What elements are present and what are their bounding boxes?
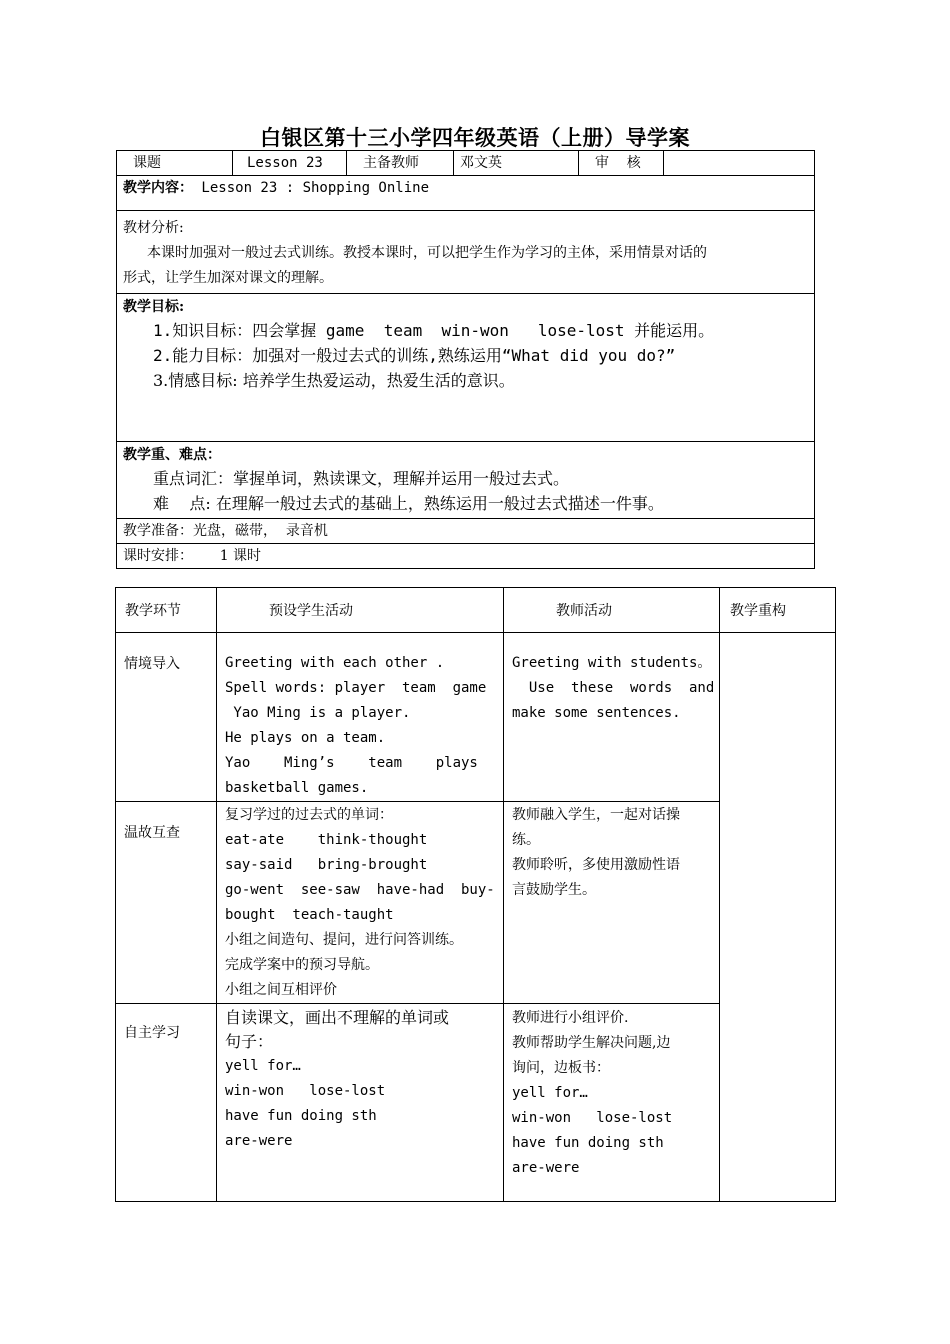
student-line: He plays on a team. (225, 730, 386, 746)
topic-value: Lesson 23 (247, 155, 323, 171)
content-value: Lesson 23 : Shopping Online (193, 180, 430, 196)
topic-cell (233, 151, 347, 176)
stage-cell: 自主学习 (116, 1004, 217, 1202)
process-header-row (116, 588, 836, 633)
analysis-line-1: 本课时加强对一般过去式训练。教授本课时，可以把学生作为学习的主体，采用情景对话的 (147, 245, 707, 261)
teacher-line: 教师融入学生，一起对话操 (512, 807, 680, 823)
teacher-value: 邓文英 (460, 155, 502, 171)
goals-row (117, 294, 815, 442)
teacher-activity-cell (504, 802, 720, 1004)
teacher-line: Use these words and (512, 680, 715, 696)
student-line: Yao Ming’s team plays (225, 755, 478, 771)
key-points-cell (117, 442, 815, 519)
student-line: Spell words: player team game (225, 680, 487, 696)
student-activity-cell (217, 1004, 504, 1202)
student-line: are-were (225, 1133, 293, 1149)
preparation-cell (117, 519, 815, 544)
analysis-row (117, 211, 815, 294)
goal-ability: 2.能力目标：加强对一般过去式的训练,熟练运用“What did you do?” (153, 346, 676, 365)
student-line: 小组之间造句、提问，进行问答训练。 (225, 932, 463, 948)
review-label: 审 核 (595, 155, 641, 171)
teacher-line: 教师帮助学生解决问题,边 (512, 1035, 671, 1051)
student-line: 完成学案中的预习导航。 (225, 957, 379, 973)
key-point-difficulty: 难 点: 在理解一般过去式的基础上，熟练运用一般过去式描述一件事。 (153, 494, 664, 513)
preparation-row (117, 519, 815, 544)
goal-emotion: 3.情感目标: 培养学生热爱运动，热爱生活的意识。 (153, 371, 515, 390)
teacher-line: win-won lose-lost (512, 1110, 673, 1126)
schedule-row (117, 544, 815, 569)
student-line: go-went see-saw have-had buy- (225, 882, 495, 898)
header-stage: 教学环节 (116, 588, 217, 633)
student-line: have fun doing sth (225, 1108, 377, 1124)
reconstruct-cell (720, 633, 836, 1202)
student-line: eat-ate think-thought (225, 832, 428, 848)
key-points-row (117, 442, 815, 519)
topic-label-cell (117, 151, 233, 176)
header-teacher: 教师活动 (504, 588, 720, 633)
analysis-label: 教材分析: (123, 220, 184, 236)
teacher-line: 教师聆听，多使用激励性语 (512, 857, 680, 873)
content-label: 教学内容： (123, 180, 193, 196)
header-reconstruct: 教学重构 (720, 588, 836, 633)
key-points-label: 教学重、难点： (123, 447, 221, 463)
teacher-line: make some sentences. (512, 705, 681, 721)
content-row (117, 176, 815, 211)
teacher-line: Greeting with students。 (512, 655, 712, 671)
page-title: 白银区第十三小学四年级英语（上册）导学案 (260, 126, 690, 150)
student-line: basketball games. (225, 780, 369, 796)
teacher-line: 练。 (512, 832, 540, 848)
review-value-cell (664, 151, 815, 176)
topic-label: 课题 (133, 155, 161, 171)
teaching-process-table (115, 587, 836, 1202)
teacher-activity-cell (504, 1004, 720, 1202)
student-line: bought teach-taught (225, 907, 394, 923)
lesson-info-table (116, 150, 815, 569)
goals-label: 教学目标: (123, 299, 185, 315)
student-line: 复习学过的过去式的单词： (225, 807, 393, 823)
goal-knowledge: 1.知识目标：四会掌握 game team win-won lose-lost 并能运用。 (153, 321, 715, 340)
student-line: win-won lose-lost (225, 1083, 386, 1099)
student-line: yell for… (225, 1058, 301, 1074)
content-cell (117, 176, 815, 211)
analysis-line-2: 形式，让学生加深对课文的理解。 (123, 270, 333, 286)
teacher-cell (454, 151, 579, 176)
stage-cell: 温故互查 (116, 802, 217, 1004)
review-label-cell (579, 151, 664, 176)
process-row-1 (116, 633, 836, 802)
header-student: 预设学生活动 (217, 588, 504, 633)
teacher-label-cell (347, 151, 454, 176)
student-line: Greeting with each other . (225, 655, 445, 671)
teacher-line: are-were (512, 1160, 580, 1176)
stage-cell: 情境导入 (116, 633, 217, 802)
student-line: 句子： (225, 1032, 274, 1051)
schedule-text: 课时安排： 1 课时 (123, 548, 262, 564)
teacher-line: have fun doing sth (512, 1135, 664, 1151)
preparation-text: 教学准备：光盘，磁带， 录音机 (123, 523, 328, 539)
teacher-line: 教师进行小组评价. (512, 1010, 629, 1026)
student-line: 小组之间互相评价 (225, 982, 337, 998)
teacher-line: yell for… (512, 1085, 588, 1101)
teacher-line: 言鼓励学生。 (512, 882, 596, 898)
student-line: 自读课文，画出不理解的单词或 (225, 1008, 450, 1027)
goals-cell (117, 294, 815, 442)
teacher-line: 询问，边板书： (512, 1060, 610, 1076)
student-activity-cell (217, 802, 504, 1004)
teacher-label: 主备教师 (363, 155, 419, 171)
student-activity-cell (217, 633, 504, 802)
analysis-cell (117, 211, 815, 294)
teacher-activity-cell (504, 633, 720, 802)
student-line: Yao Ming is a player. (225, 705, 411, 721)
key-point-focus: 重点词汇：掌握单词，熟读课文，理解并运用一般过去式。 (153, 469, 570, 488)
info-header-row (117, 151, 815, 176)
schedule-cell (117, 544, 815, 569)
student-line: say-said bring-brought (225, 857, 428, 873)
